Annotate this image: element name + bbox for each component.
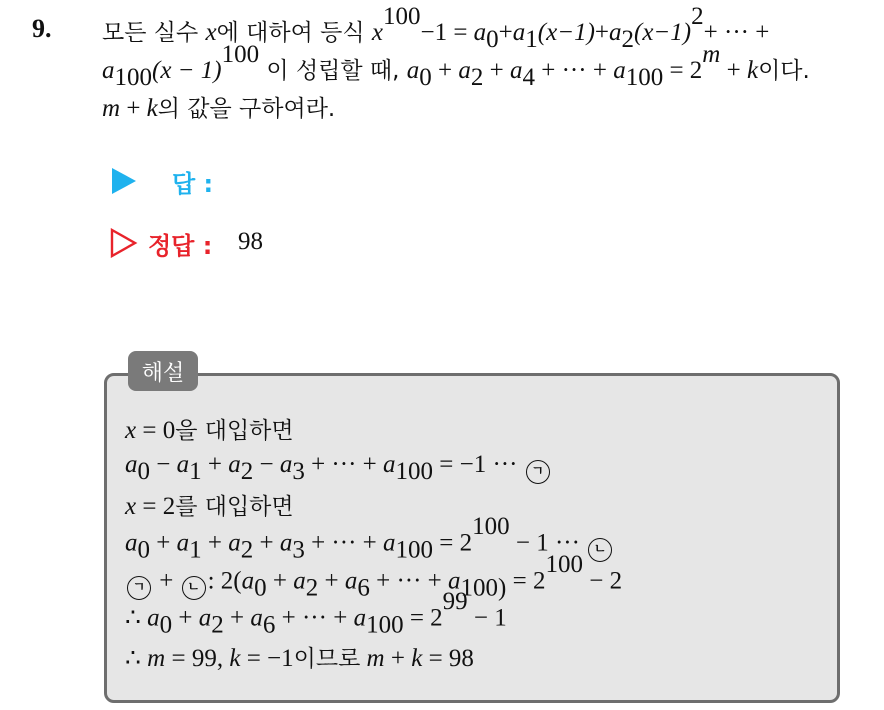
solution-line-1: x = 0을 대입하면 [125,417,294,444]
correct-answer-label: 정답 : [148,232,213,260]
solution-tab: 해설 [128,351,198,391]
solution-line-2: $a_0 - a_1 + a_2 - a_3$ + ··· + $a_{100} = -1$ ··· ㄱ [125,451,552,484]
play-triangle-icon [112,168,136,194]
solution-line-5: ㄱ + ㄴ : $2(a_0 + a_2 + a_6$ + ··· + $a_{100)} = 2^{100} - 2$ [125,565,622,600]
question-number: 9. [32,14,52,43]
question-line-2: $a_{100}(x - 1)^{100}$ 이 성립할 때, $a_0 + a_2 + a_4$ + ··· + $a_{100} = 2^m + k$이다. [102,40,810,91]
correct-answer-value: 98 [238,228,263,255]
circled-label-icon: ㄱ [127,576,151,600]
circled-label-icon: ㄴ [588,538,612,562]
circled-label-icon: ㄱ [526,460,550,484]
answer-label: 답 : [172,170,214,198]
solution-line-7: ∴ m = 99, k = −1이므로 m + k = 98 [125,645,474,672]
outline-triangle-icon [110,228,138,258]
solution-line-4: $a_0 + a_1 + a_2 + a_3$ + ··· + $a_{100} = 2^{100} - 1$ ··· ㄴ [125,527,614,562]
question-line-3: m + k의 값을 구하여라. [102,95,336,122]
solution-line-6: ∴ $a_0 + a_2 + a_6$ + ··· + $a_{100} = 2^{99} - 1$ [125,588,507,639]
solution-line-3: x = 2를 대입하면 [125,493,294,520]
circled-label-icon: ㄴ [182,576,206,600]
question-line-1: 모든 실수 x에 대하여 등식 $x^{100}-1 = a_0+a_1(x-1)+a_2(x-1)^2+$ ··· + [102,2,770,53]
